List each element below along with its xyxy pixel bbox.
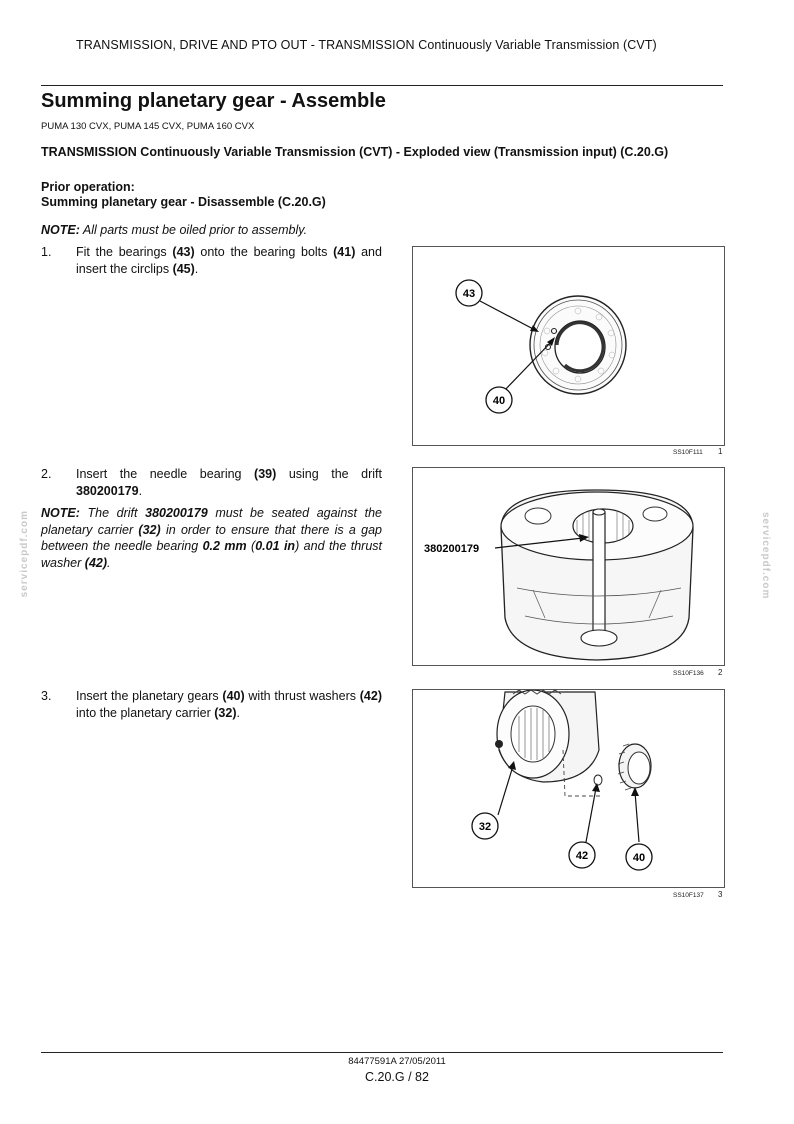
page-number: C.20.G / 82	[365, 1070, 429, 1084]
figure-number: 1	[718, 447, 723, 456]
callout-32: 32	[478, 821, 492, 833]
callout-drift: 380200179	[424, 543, 480, 555]
planetary-gear-illustration	[413, 690, 724, 887]
figure-number: 3	[718, 890, 723, 899]
callout-42: 42	[575, 850, 589, 862]
carrier-drift-illustration	[413, 468, 724, 665]
callout-40: 40	[492, 395, 506, 407]
note-label: NOTE:	[41, 223, 80, 237]
callout-43: 43	[462, 288, 476, 300]
reference-link[interactable]: TRANSMISSION Continuously Variable Transmission (CVT) - Exploded view (Transmission input) (C.20.G)	[41, 145, 669, 159]
figure-code: SS10F111	[673, 449, 703, 456]
note-oil	[41, 222, 307, 239]
prior-operation-label: Prior operation:	[41, 180, 135, 194]
note-drift: NOTE: The drift 380200179 must be seated against the planetary carrier (32) in order to ensure that there is a gap between the needle bearing 0.2 mm (0.01 in) and the thrust washer (42).	[41, 506, 383, 570]
step-number: 3.	[41, 689, 52, 703]
prior-operation-link[interactable]: Summing planetary gear - Disassemble (C.20.G)	[41, 195, 326, 209]
step-text: Fit the bearings (43) onto the bearing bolts (41) and insert the circlips (45).	[76, 245, 382, 276]
step-3	[41, 688, 382, 721]
figure-code: SS10F136	[673, 670, 704, 677]
figure-number: 2	[718, 668, 723, 677]
callout-40: 40	[632, 852, 646, 864]
step-2	[41, 466, 382, 499]
figure-bearing-circlip	[412, 246, 725, 446]
running-header: TRANSMISSION, DRIVE AND PTO OUT - TRANSMISSION Continuously Variable Transmission (CVT)	[76, 38, 657, 52]
model-list: PUMA 130 CVX, PUMA 145 CVX, PUMA 160 CVX	[41, 121, 255, 132]
step-1	[41, 244, 382, 277]
watermark-right: servicepdf.com	[760, 512, 771, 600]
note-text: All parts must be oiled prior to assembly.	[79, 223, 308, 237]
step-number: 1.	[41, 245, 52, 259]
footer-rule	[41, 1052, 723, 1053]
page-title: Summing planetary gear - Assemble	[41, 90, 386, 112]
figure-code: SS10F137	[673, 892, 704, 899]
figure-needle-bearing-drift	[412, 467, 725, 666]
bearing-illustration	[413, 247, 724, 445]
step-text: Insert the planetary gears (40) with thrust washers (42) into the planetary carrier (32).	[76, 689, 382, 720]
document-id: 84477591A 27/05/2011	[348, 1056, 446, 1067]
step-number: 2.	[41, 467, 52, 481]
watermark-left: servicepdf.com	[19, 510, 30, 598]
step-text: Insert the needle bearing (39) using the drift 380200179.	[76, 467, 382, 498]
figure-planetary-gears	[412, 689, 725, 888]
header-rule	[41, 85, 723, 86]
